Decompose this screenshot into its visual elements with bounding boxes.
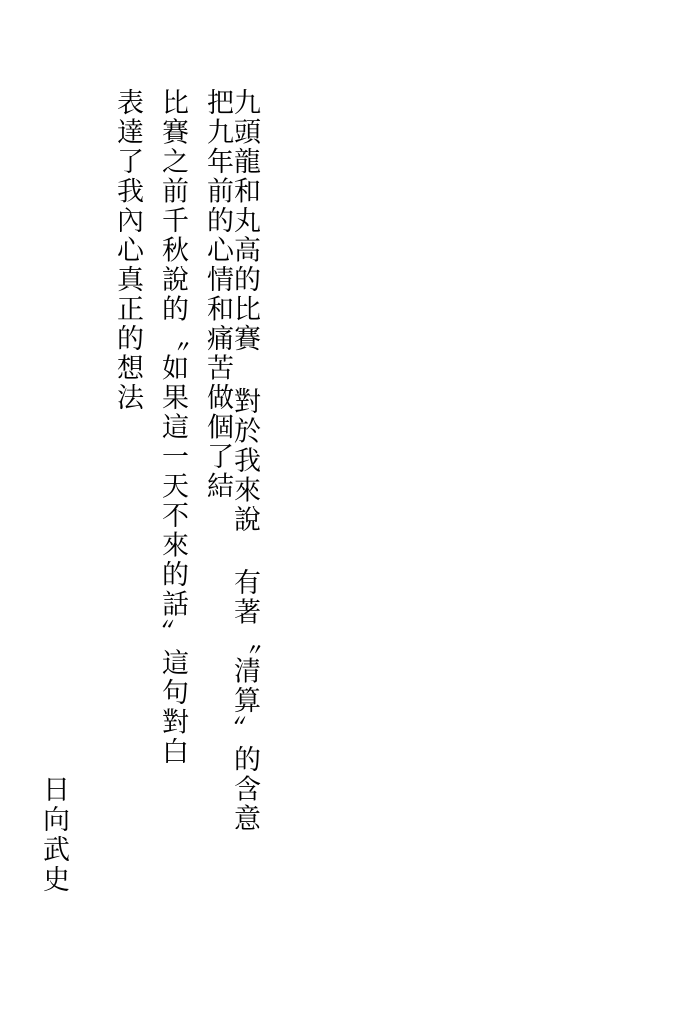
author-signature: 日向武史: [38, 775, 69, 895]
text-column-1: 九頭龍和丸高的比賽 對於我來說 有著〝清算〞的含意: [229, 88, 260, 834]
text-column-2: 把九年前的心情和痛苦做個了結: [202, 88, 233, 501]
text-column-3: 比賽之前千秋說的〝如果這一天不來的話〞這句對白: [157, 88, 188, 767]
text-column-4: 表達了我內心真正的想法: [112, 88, 143, 413]
vertical-text-block: [96, 88, 258, 834]
